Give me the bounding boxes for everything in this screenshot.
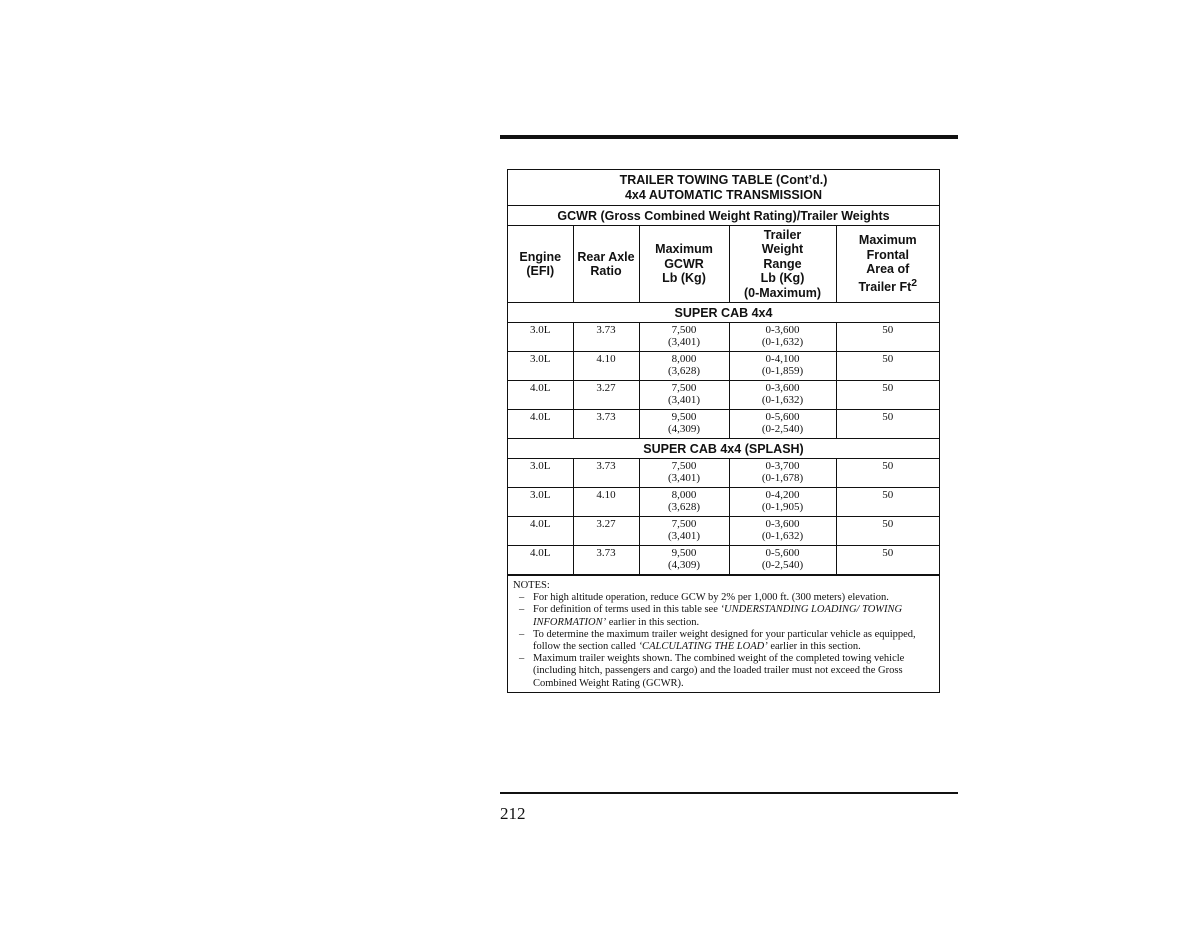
table-title <box>508 170 939 206</box>
table-row: 4.0L 3.27 7,500 (3,401) 0-3,600 (0-1,632) 50 <box>508 517 939 546</box>
table-row: 3.0L 4.10 8,000 (3,628) 0-4,200 (0-1,905) 50 <box>508 488 939 517</box>
column-header-row <box>508 226 939 303</box>
section-title-super-cab-splash: SUPER CAB 4x4 (SPLASH) <box>508 439 939 459</box>
notes-heading: NOTES: <box>513 580 550 591</box>
table-row: 3.0L 3.73 7,500 (3,401) 0-3,600 (0-1,632) 50 <box>508 323 939 352</box>
column-header-rear-axle-ratio: Rear Axle Ratio <box>573 226 639 303</box>
note-item: – Maximum trailer weights shown. The combined weight of the completed towing vehicle (including hitch, passengers and cargo) and the loaded trailer must not exceed the Gross Combined Weight Rating (GCWR). <box>519 653 905 689</box>
towing-table-frame <box>507 169 940 693</box>
section-title-super-cab: SUPER CAB 4x4 <box>508 303 939 323</box>
table-row: 3.0L 3.73 7,500 (3,401) 0-3,700 (0-1,678) 50 <box>508 459 939 488</box>
top-rule <box>500 135 958 139</box>
superscript-2: 2 <box>911 277 918 289</box>
column-header-trailer-weight-range: Trailer Weight Range Lb (Kg) (0-Maximum) <box>729 226 836 303</box>
column-header-max-gcwr: Maximum GCWR Lb (Kg) <box>639 226 729 303</box>
bottom-rule <box>500 792 958 794</box>
notes-block <box>508 575 939 692</box>
table-row: 3.0L 4.10 8,000 (3,628) 0-4,100 (0-1,859) 50 <box>508 352 939 381</box>
page-number: 212 <box>500 804 526 823</box>
column-header-max-frontal-area: Maximum Frontal Area of Trailer Ft$^2$ <box>836 226 939 303</box>
table-row: 4.0L 3.73 9,500 (4,309) 0-5,600 (0-2,540) 50 <box>508 410 939 439</box>
table-title-line-1: TRAILER TOWING TABLE (Cont’d.) <box>619 173 828 187</box>
note-item: – For high altitude operation, reduce GCW by 2% per 1,000 ft. (300 meters) elevation. <box>519 592 889 604</box>
towing-table <box>508 170 939 575</box>
column-header-engine: Engine (EFI) <box>508 226 573 303</box>
note-item: – To determine the maximum trailer weight designed for your particular vehicle as equipped, follow the section called ‘CALCULATING THE LOAD’ earlier in this section. <box>519 628 916 653</box>
table-row: 4.0L 3.73 9,500 (4,309) 0-5,600 (0-2,540) 50 <box>508 546 939 575</box>
note-item: – For definition of terms used in this table see ‘UNDERSTANDING LOADING/ TOWING INFORMATION’ earlier in this section. <box>519 604 903 628</box>
table-row: 4.0L 3.27 7,500 (3,401) 0-3,600 (0-1,632) 50 <box>508 381 939 410</box>
table-subtitle: GCWR (Gross Combined Weight Rating)/Trailer Weights <box>508 206 939 226</box>
table-title-line-2: 4x4 AUTOMATIC TRANSMISSION <box>624 188 822 202</box>
